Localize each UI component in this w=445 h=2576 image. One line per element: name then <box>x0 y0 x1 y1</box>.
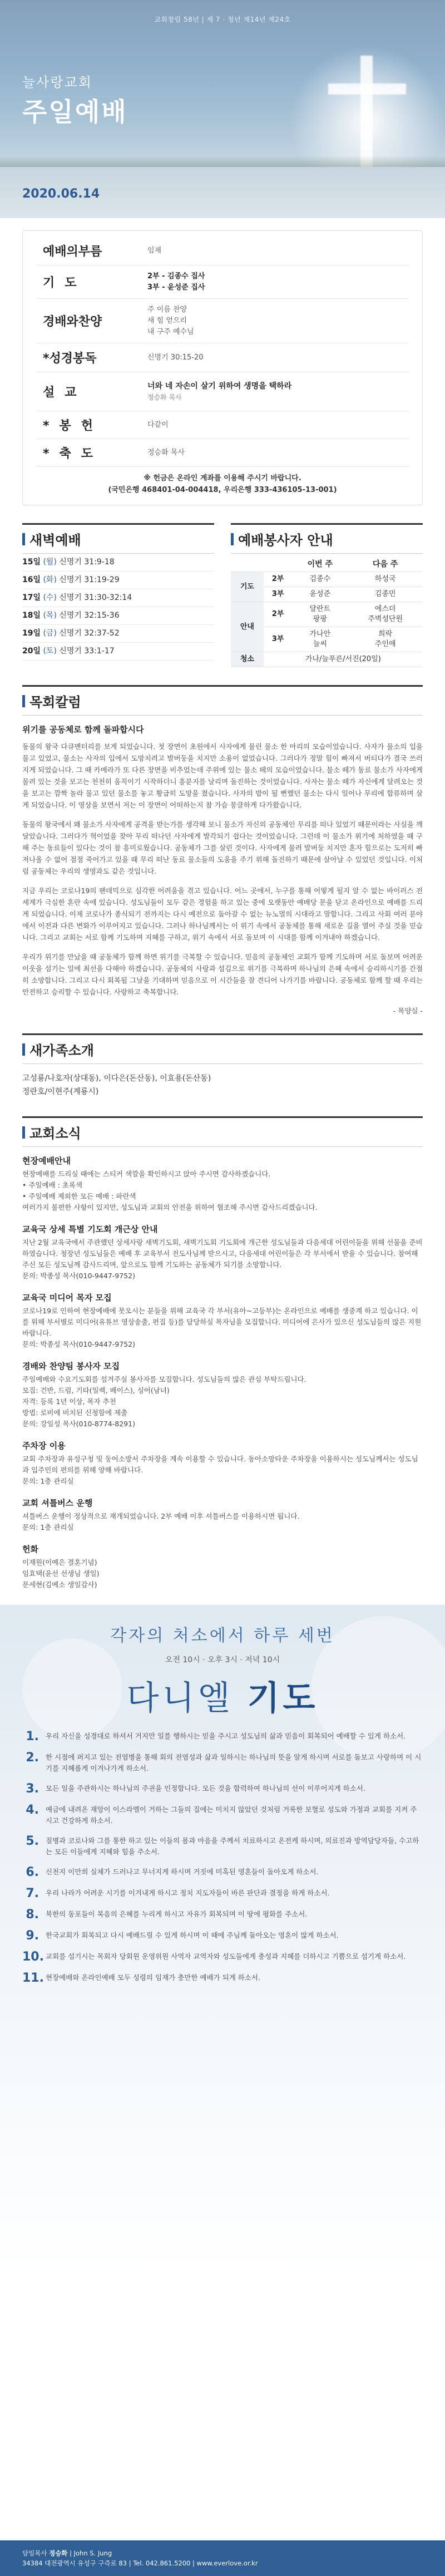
preacher: 정승화 목사 <box>147 393 182 401</box>
daily-and-servants <box>22 523 423 667</box>
order-label: *축도 <box>43 447 103 461</box>
order-label: 기도 <box>43 276 87 290</box>
list-item: 1. 우리 자신을 성경대로 하셔서 거지만 일를 행하시는 믿을 주시고 성도님의 삶과 믿음이 회복되어 예배할 수 있게 하소서. <box>26 1730 406 1743</box>
prayer-list <box>22 1731 423 1993</box>
news-item <box>22 1497 423 1533</box>
news-body: 지난 2월 교육국에서 주관했던 상세사랑 새벽기도회, 새벽기도회 기도회에 개근한 성도님들과 다음세대 어린이들을 위해 선물을 준비하였습니다. 청장년 성도님들은 예배 후 교육부서 전도사님께 받으시고, 다음세대 어린이들은 각 부서에서 받을 수 있습니다. 참여해 주신 모든 성도님께 감사드리며, 앞으로도 함께 기도하는 공동체가 되기를 소망합니다. 문의: 박종성 목사(010-9447-9752) <box>22 1238 423 1280</box>
table-row: 3부 가나안 늘씨 희락 주인애 <box>231 627 423 652</box>
header-bar-icon <box>22 1043 25 1056</box>
news-title: 교육국 상세 특별 기도회 개근상 안내 <box>22 1224 158 1234</box>
servants-table <box>231 557 423 667</box>
column-paragraph: 동물의 왕국에서 왜 물소가 사자에게 공격을 받는가를 생각해 보니 물소가 자신의 공동체인 무리를 떠나 있었기 때문이라는 사실을 깨달았습니다. 그러다가 혁이었을 찾아 무리 떠나던 사자에게 발각되기 쉽다는 것이었습니다. 그런데 이 물소가 위기에 처하였을 때 구해 주는 동료들이 있다는 것이 참 흥미로웠습니다. 공동체가 그를 살린 것이다. 사자에게 물려 발버둥 치지만 혼자 힘으로는 도저히 빠져나올 수 없어 점점 죽어가고 있을 때 무리 떠난 동료 물소들의 도움을 주기 위해 돌진하기 때문에 살아날 수 있었던 것입니다. 이처럼 공동체는 우리의 생명과도 같은 것입니다. <box>22 820 423 875</box>
section-header-newfamily <box>22 1033 423 1064</box>
offering-note <box>36 472 409 496</box>
news-item <box>22 1292 423 1350</box>
news-item <box>22 1155 423 1213</box>
bank-accounts: (국민은행 468401-04-004418, 우리은행 333-436105-13-001) <box>108 486 337 494</box>
news-body: 이재원(이예은 결혼기념) 임효택(윤선 선생님 생일) 문세현(김예소 생일감사) <box>22 1558 100 1589</box>
list-item: 4. 예금에 내려온 재앙이 이스라엘이 거하는 그들의 집에는 미치지 않았던 것처럼 거룩한 보혈로 성도와 가정과 교회를 지켜 주시고 건강하게 하소서. <box>26 1803 417 1825</box>
column-headline: 위기를 공동체로 함께 돌파합시다 <box>22 725 144 735</box>
issue-info: 교회창립 58년 | 제 7 · 청년 제14년 제24호 <box>154 16 291 23</box>
order-value: 다같이 <box>147 420 169 429</box>
news-title: 교회 셔틀버스 운행 <box>22 1498 93 1508</box>
news-item <box>22 1360 423 1430</box>
news-title: 주차장 이용 <box>22 1441 66 1451</box>
order-label: *봉헌 <box>43 419 103 433</box>
section-header-servants <box>231 523 423 554</box>
hero-banner <box>0 0 445 218</box>
daniel-prayer-section <box>0 1605 445 2273</box>
table-row: 기도 2부 김종수 하성국 <box>231 572 423 587</box>
news-body: 현장예배를 드리실 때에는 스티커 색깔을 확인하시고 앉아 주시면 감사하겠습니다. • 주일예배 : 초록색 • 주일예배 제외한 모든 예배 : 파란색 여러가지 불편한 사항이 있지만, 성도님과 교회의 안전을 위하여 협조해 주시면 감사드리겠습니다. <box>22 1170 318 1211</box>
table-row: 청소 가나/늘푸른/서진(20일) <box>231 652 423 667</box>
news-item <box>22 1223 423 1282</box>
page-title: 주일예배 <box>22 97 128 127</box>
list-item: 11. 현장예배와 온라인예배 모두 성령의 임재가 충만한 예배가 되게 하소서. <box>22 1971 260 1985</box>
cross-horizontal <box>328 83 406 95</box>
list-item: 19일 (금) 신명기 32:37-52 <box>22 625 214 643</box>
news-body: 셔틀버스 운행이 정상적으로 재개되었습니다. 2부 예배 이후 셔틀버스를 이용하시면 됩니다. 문의: 1층 관리실 <box>22 1512 300 1531</box>
table-row: 3부 윤성준 김종민 <box>231 587 423 602</box>
column-paragraph: 지금 우리는 코로나19의 팬데믹으로 심각한 어려움을 겪고 있습니다. 어느 곳에서, 누구를 통해 어떻게 될지 알 수 없는 바이러스 전 세계가 극심한 혼란 속에 있습니다. 성도님들이 모두 같은 경험을 하고 있는 중에 오랫동안 예배당 문을 닫고 온라인으로 예배를 드리게 되었습니다. 이제 코로나가 종식되기 전까지는 다시 예전으로 돌아갈 수 없는 뉴노멀의 시대라고 말합니다. 그리고 사회 여러 분야에서 이전과 다른 변화가 이루어지고 있습니다. 그러나 하나님께서는 이 위기 속에서 공동체를 통해 새로운 길을 열어 주실 것을 믿습니다. 그리고 교회는 서로 함께 기도하며 지혜를 구하고, 위기 속에서 서로 돌보며 이 시대를 함께 이겨내야 하겠습니다. <box>22 886 423 942</box>
servants-column <box>231 523 423 667</box>
list-item: 8. 북한의 동포들이 복음의 은혜를 누리게 하시고 자유가 회복되며 이 땅에 평화를 주소서. <box>26 1908 308 1922</box>
table-row: 안내 2부 달란트 팡팡 에스더 주벽성단원 <box>231 602 423 627</box>
order-row-call <box>36 237 409 265</box>
list-item: 5. 질병과 코로나와 그를 통한 하고 있는 이들의 몸과 마음을 주께서 치료하시고 온전케 하시며, 의료진과 방역담당자들, 수고하는 모든 이들에게 지혜와 힘을 주소서. <box>26 1834 419 1856</box>
news-body: 코로나19로 인하여 현장예배에 못오시는 분들을 위해 교육국 각 부서(유아~고등부)는 온라인으로 예배를 생중계 하고 있습니다. 이를 위해 부서별로 미디어(유튜브 영상송출, 편집 등)를 담당하실 목자님을 모집합니다. 미디어에 은사가 있으신 성도님들의 많은 지원 바랍니다. 문의: 박종성 목사(010-9447-9752) <box>22 1307 422 1348</box>
order-label: 예배의부름 <box>43 245 102 259</box>
new-family-list <box>22 1072 423 1099</box>
header-next-week: 다음 주 <box>348 557 423 572</box>
news-title: 현장예배안내 <box>22 1156 71 1166</box>
pastoral-column <box>22 723 423 1016</box>
news-item <box>22 1440 423 1487</box>
daniel-times: 오전 10시 · 오후 3시 · 저녁 10시 <box>165 1656 280 1664</box>
list-item: 3. 모든 일을 주관하시는 하나님의 주권을 인정합니다. 모든 것을 합력하여 하나님의 선이 이루어지게 하소서. <box>26 1782 365 1796</box>
list-item: 고성룡/나호자(상대동), 이다은(돈산동), 이효용(돈산동) <box>22 1074 211 1083</box>
dawn-worship-column <box>22 523 214 667</box>
section-title: 목회칼럼 <box>29 695 81 710</box>
section-title: 새벽예배 <box>29 533 81 548</box>
order-label: 경배와찬양 <box>43 315 102 329</box>
list-item: 18일 (목) 신명기 32:15-36 <box>22 607 214 625</box>
list-item: 9. 한국교회가 회복되고 다시 예배드릴 수 있게 하시며 이 때에 주님께 돌아오는 영혼이 많게 하소서. <box>26 1929 339 1943</box>
worship-date: 2020.06.14 <box>22 187 100 201</box>
news-title: 교육국 미디어 목자 모집 <box>22 1293 112 1303</box>
list-item: 7. 우리 나라가 어려운 시기를 이겨내게 하시고 정치 지도자들이 바른 판단과 결정을 하게 하소서. <box>26 1887 330 1900</box>
order-value: 주 이름 찬양 새 힘 얻으리 내 구주 예수님 <box>147 305 194 336</box>
order-row-praise <box>36 299 409 343</box>
section-title: 새가족소개 <box>29 1043 94 1058</box>
column-signature: - 목양실 - <box>393 1007 423 1015</box>
section-title: 교회소식 <box>29 1126 81 1141</box>
section-header-column <box>22 685 423 716</box>
list-item: 20일 (토) 신명기 33:1-17 <box>22 643 214 661</box>
list-item: 6. 신천지 이만희 실체가 드러나고 무너지게 하시며 거짓에 미혹된 영혼들이 돌아오게 하소서. <box>26 1865 319 1879</box>
list-item: 10. 교회를 섬기시는 목회자 당회원 운영위원 사역자 교역자와 성도들에게 충성과 지혜를 더하시고 기쁨으로 섬기게 하소서. <box>22 1950 406 1964</box>
header-bar-icon <box>22 695 25 707</box>
page-footer <box>0 2540 445 2576</box>
church-news <box>22 1155 423 1590</box>
section-title: 예배봉사자 안내 <box>238 533 333 548</box>
list-item: 15일 (월) 신명기 31:9-18 <box>22 554 214 572</box>
sermon-title: 너와 네 자손이 살기 위하여 생명을 택하라 <box>147 381 292 391</box>
list-item: 2. 한 시점에 퍼지고 있는 전염병을 통해 회의 전염성과 삶과 일하시는 하나님의 뜻을 알게 하시며 서로를 돌보고 사랑하며 이 시기를 지혜롭게 이겨나가게 하소서. <box>26 1751 422 1772</box>
column-paragraph: 우리가 위기를 만났을 때 공동체가 함께 하면 위기를 극복할 수 있습니다. 믿음의 공동체인 교회가 함께 기도하며 서로 돌보며 어려운 이웃을 섬기는 일에 최선을 다해야 하겠습니다. 공동체의 사랑과 섬김으로 위기를 극복하며 하나님의 은혜 속에서 승리하시기를 간절히 소망합니다. 그리고 다시 회복될 그날을 기대하며 믿음으로 이 시간들을 잘 견디어 나가기를 바랍니다. 공동체로 함께 할 때 우리는 안전하고 승리할 수 있습니다. 사랑하고 축복합니다. <box>22 953 423 996</box>
order-value: 정승화 목사 <box>147 448 185 457</box>
order-label: 설교 <box>43 386 87 400</box>
header-this-week: 이번 주 <box>292 557 348 572</box>
news-body: 교회 주차장과 유성구청 및 둥어소방서 주차장을 계속 이용할 수 있습니다. 동아소망타운 주차장을 이용하시는 성도님께서는 성도님과 입주민의 편의를 위해 양해 바랍니다. 문의: 1층 관리실 <box>22 1455 418 1485</box>
list-item: 정란호/이현주(계룡시) <box>22 1087 99 1096</box>
news-title: 경배와 찬양팀 봉사자 모집 <box>22 1361 120 1371</box>
table-header-row <box>231 557 423 572</box>
column-paragraph: 동물의 왕국 다큐멘터리를 보게 되었습니다. 첫 장면이 초원에서 사자에게 물린 물소 한 마리의 모습이었습니다. 사자가 물소의 입을 물고 있었고, 물소는 사자의 입에서 도망치려고 발버둥을 치지만 소용이 없었습니다. 그러다가 정말 힘이 빠져서 버티다가 결국 쓰러지게 되었습니다. 그 때 카메라가 또 다른 장면을 비추었는데 주위에 있는 물소 떼의 모습이었습니다. 물소 떼가 동료 물소가 사자에게 물려 있는 것을 보고는 천천히 움직이기 시작하더니 흥분지를 날리며 돌진하는 것이었습니다. 사자는 물소 떼가 자신에게 달려오는 것을 보고는 깜짝 놀라 물고 있던 물소를 놓고 황급히 도망을 쳤습니다. 사자의 밥이 될 뻔했던 물소는 다시 일어나 무리에 합류하며 살게 되었습니다. 이 영상을 보면서 저는 이 장면이 어떠하는지 참 가슴 뭉클하게 다가왔습니다. <box>22 742 423 809</box>
section-header-news <box>22 1116 423 1147</box>
news-body: 주일예배와 수요기도회를 섬겨주실 봉사자를 모집합니다. 성도님들의 많은 관심 부탁드립니다. 모집: 건반, 드럼, 기타(일렉, 베이스), 싱어(남녀) 자격: 등록 1년 이상, 목자 추천 방법: 로비에 비치된 신청함에 제출 문의: 강일성 목사(010-8774-8291) <box>22 1375 306 1428</box>
order-row-benediction <box>36 439 409 467</box>
dawn-reading-list <box>22 554 214 661</box>
header-bar-icon <box>231 533 234 545</box>
order-value: 임재 <box>147 246 162 255</box>
order-row-offering <box>36 411 409 439</box>
news-item <box>22 1543 423 1590</box>
footer-address: 34384 대전광역시 유성구 구즉로 83 | Tel. 042.861.5200 | www.everlove.or.kr <box>22 2559 258 2567</box>
order-row-prayer <box>36 265 409 299</box>
news-title: 헌화 <box>22 1544 38 1554</box>
order-label: *성경봉독 <box>43 352 97 366</box>
order-value <box>147 381 409 403</box>
offering-note-line: ※ 헌금은 온라인 계좌를 이용해 주시기 바랍니다. <box>144 474 301 482</box>
header-bar-icon <box>22 533 25 545</box>
daniel-subtitle: 각자의 처소에서 하루 세번 <box>110 1626 335 1646</box>
footer-pastor: 담임목사 정승화 | John S. Jung <box>22 2549 112 2557</box>
order-row-scripture <box>36 343 409 372</box>
church-name: 늘사랑교회 <box>22 75 92 90</box>
list-item: 17일 (수) 신명기 31:30-32:14 <box>22 589 214 607</box>
order-value: 2부 - 김종수 집사 3부 - 윤성준 집사 <box>147 272 205 292</box>
order-value: 신명기 30:15-20 <box>147 353 204 362</box>
section-header-dawn <box>22 523 214 554</box>
order-row-sermon <box>36 372 409 411</box>
list-item: 16일 (화) 신명기 31:19-29 <box>22 572 214 589</box>
daniel-title: 다니엘 기도 <box>126 1679 319 1718</box>
header-bar-icon <box>22 1126 25 1139</box>
order-of-worship <box>22 230 423 505</box>
